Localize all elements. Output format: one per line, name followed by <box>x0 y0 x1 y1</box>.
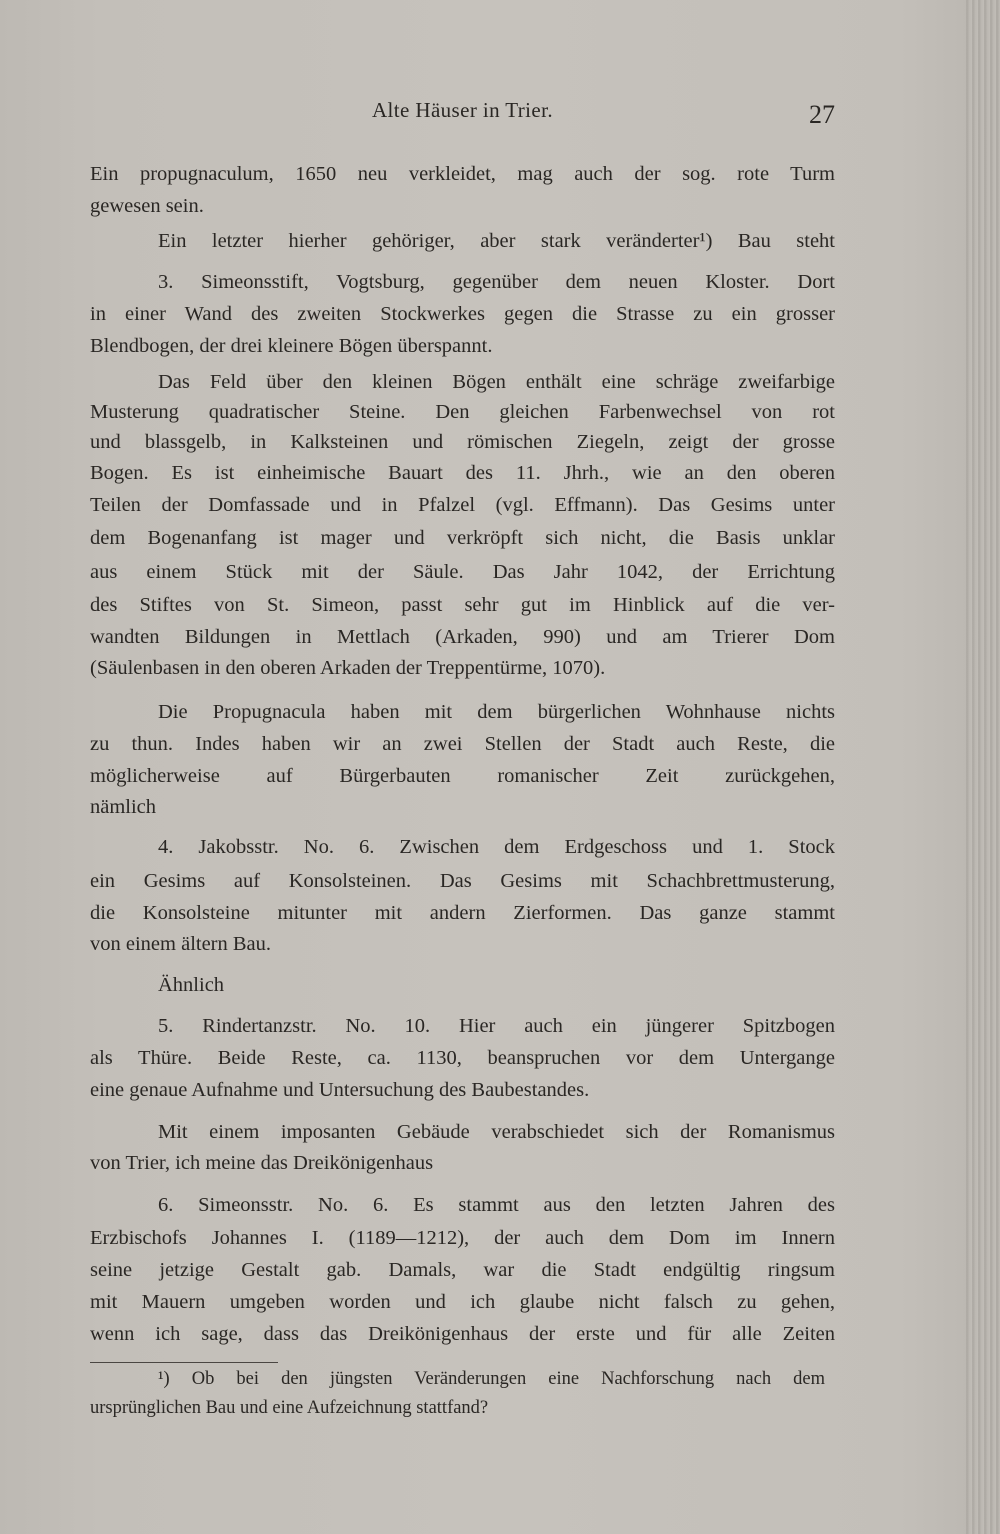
text-line: des Stiftes von St. Simeon, passt sehr gut im Hinblick auf die ver- <box>90 594 835 616</box>
text-line: aus einem Stück mit der Säule. Das Jahr 1042, der Errichtung <box>90 561 835 583</box>
text-line: dem Bogenanfang ist mager und verkröpft sich nicht, die Basis unklar <box>90 527 835 549</box>
text-line: ein Gesims auf Konsolsteinen. Das Gesims mit Schachbrettmusterung, <box>90 870 835 892</box>
text-line: Teilen der Domfassade und in Pfalzel (vgl. Effmann). Das Gesims unter <box>90 494 835 516</box>
text-line: (Säulenbasen in den oberen Arkaden der Treppentürme, 1070). <box>90 657 606 679</box>
running-title: Alte Häuser in Trier. <box>371 98 554 122</box>
text-line: und blassgelb, in Kalksteinen und römischen Ziegeln, zeigt der grosse <box>90 431 835 453</box>
footnote-line: ursprünglichen Bau und eine Aufzeichnung stattfand? <box>90 1398 489 1418</box>
text-line: Das Feld über den kleinen Bögen enthält eine schräge zweifarbige <box>158 371 835 393</box>
text-line: eine genaue Aufnahme und Untersuchung des Baubestandes. <box>90 1079 590 1101</box>
text-line: in einer Wand des zweiten Stockwerkes gegen die Strasse zu ein grosser <box>90 303 835 325</box>
text-line: gewesen sein. <box>90 195 204 217</box>
text-line: Ein letzter hierher gehöriger, aber stark veränderter¹) Bau steht <box>158 230 835 252</box>
page-number: 27 <box>809 100 835 129</box>
text-line: möglicherweise auf Bürgerbauten romanischer Zeit zurückgehen, <box>90 765 835 787</box>
running-header <box>90 98 835 128</box>
text-line: Erzbischofs Johannes I. (1189—1212), der auch dem Dom im Innern <box>90 1227 835 1249</box>
text-line: seine jetzige Gestalt gab. Damals, war die Stadt endgültig ringsum <box>90 1259 835 1281</box>
footnote-divider <box>90 1362 278 1363</box>
text-line: nämlich <box>90 796 157 818</box>
text-line: von Trier, ich meine das Dreikönigenhaus <box>90 1152 434 1174</box>
text-line: mit Mauern umgeben worden und ich glaube nicht falsch zu gehen, <box>90 1291 835 1313</box>
text-line: Mit einem imposanten Gebäude verabschiedet sich der Romanismus <box>158 1121 835 1143</box>
text-line: 5. Rindertanzstr. No. 10. Hier auch ein jüngerer Spitzbogen <box>158 1015 835 1037</box>
text-line: wenn ich sage, dass das Dreikönigenhaus der erste und für alle Zeiten <box>90 1323 835 1345</box>
text-line: wandten Bildungen in Mettlach (Arkaden, 990) und am Trierer Dom <box>90 626 835 648</box>
text-line: von einem ältern Bau. <box>90 933 272 955</box>
text-line: 6. Simeonsstr. No. 6. Es stammt aus den letzten Jahren des <box>158 1194 835 1216</box>
text-line: die Konsolsteine mitunter mit andern Zierformen. Das ganze stammt <box>90 902 835 924</box>
text-line: Ein propugnaculum, 1650 neu verkleidet, mag auch der sog. rote Turm <box>90 163 835 185</box>
text-line: Die Propugnacula haben mit dem bürgerlichen Wohnhause nichts <box>158 701 835 723</box>
text-line: Bogen. Es ist einheimische Bauart des 11. Jhrh., wie an den oberen <box>90 462 835 484</box>
text-line: Musterung quadratischer Steine. Den gleichen Farbenwechsel von rot <box>90 401 835 423</box>
text-line: Ähnlich <box>158 974 225 996</box>
text-line: 3. Simeonsstift, Vogtsburg, gegenüber dem neuen Kloster. Dort <box>158 271 835 293</box>
page-edge-shadow <box>966 0 1000 1534</box>
text-line: Blendbogen, der drei kleinere Bögen überspannt. <box>90 335 493 357</box>
text-line: als Thüre. Beide Reste, ca. 1130, beanspruchen vor dem Untergange <box>90 1047 835 1069</box>
text-line: 4. Jakobsstr. No. 6. Zwischen dem Erdgeschoss und 1. Stock <box>158 836 835 858</box>
footnote-line: ¹) Ob bei den jüngsten Veränderungen eine Nachforschung nach dem <box>158 1369 825 1389</box>
text-line: zu thun. Indes haben wir an zwei Stellen der Stadt auch Reste, die <box>90 733 835 755</box>
